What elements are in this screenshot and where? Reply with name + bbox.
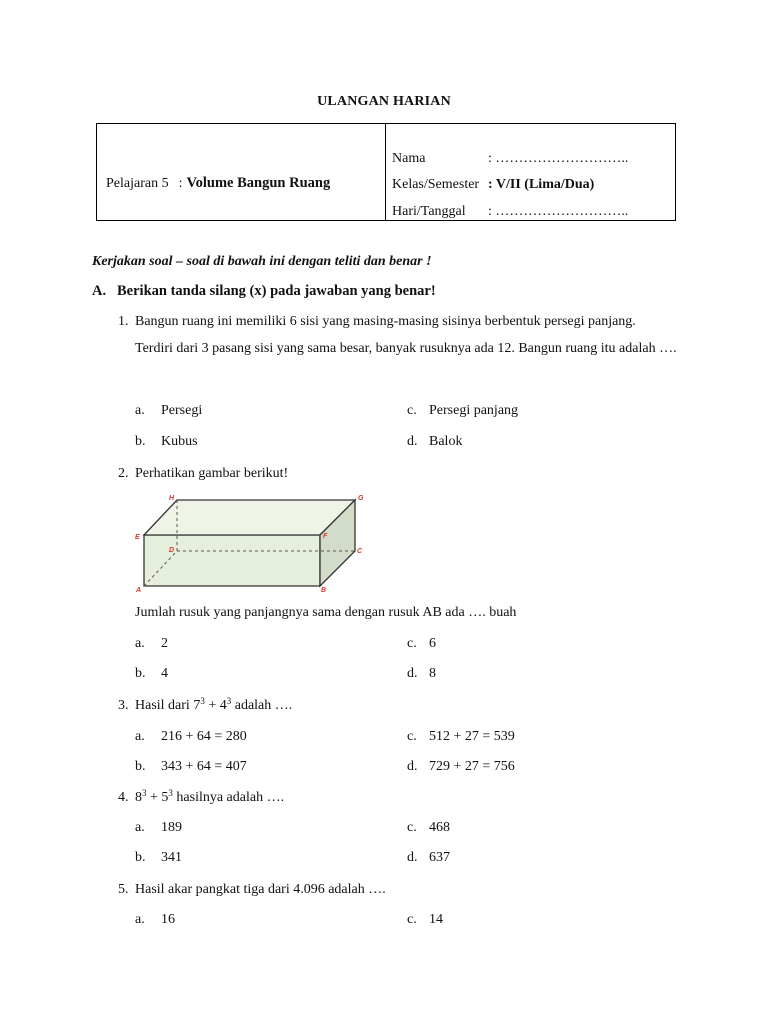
question-text: Hasil akar pangkat tiga dari 4.096 adalah ….: [135, 882, 386, 897]
subject-cell: [106, 175, 330, 192]
option-5a[interactable]: a. 16: [135, 912, 175, 927]
section-letter: A.: [92, 283, 107, 299]
question-1: [118, 309, 678, 335]
question-2-follow: Jumlah rusuk yang panjangnya sama dengan rusuk AB ada …. buah: [135, 605, 517, 620]
option-1c[interactable]: c. Persegi panjang: [407, 403, 519, 418]
table-divider: [385, 124, 386, 220]
question-1-continuation: Terdiri dari 3 pasang sisi yang sama besar, banyak rusuknya ada 12. Bangun ruang itu adalah ….: [135, 341, 677, 356]
option-4b[interactable]: b. 341: [135, 850, 182, 865]
name-row: [392, 151, 628, 167]
vertex-label-f: F: [323, 533, 328, 540]
date-value: : ………………………..: [488, 204, 629, 219]
question-number: 2.: [118, 466, 129, 481]
vertex-label-h: H: [169, 495, 175, 502]
option-1d[interactable]: d. Balok: [407, 434, 463, 449]
option-5c[interactable]: c. 14: [407, 912, 443, 927]
option-4a[interactable]: a. 189: [135, 820, 182, 835]
vertex-label-c: C: [357, 548, 363, 555]
date-label: Hari/Tanggal: [392, 204, 466, 219]
vertex-label-a: A: [136, 587, 142, 594]
subject-label: Pelajaran 5: [106, 176, 169, 191]
option-3c[interactable]: c. 512 + 27 = 539: [407, 729, 515, 744]
name-value: : ………………………..: [488, 151, 629, 166]
question-4: 4. $8^3 + 5^3$ hasilnya adalah ….: [118, 785, 678, 811]
page-title: ULANGAN HARIAN: [317, 94, 451, 109]
option-1a[interactable]: a. Persegi: [135, 403, 203, 418]
vertex-label-b: B: [321, 587, 327, 594]
option-2b[interactable]: b. 4: [135, 666, 168, 681]
option-3b[interactable]: b. 343 + 64 = 407: [135, 759, 247, 774]
subject-colon: :: [178, 176, 183, 191]
cuboid-top-face: [144, 500, 355, 535]
cuboid-figure: [134, 492, 370, 594]
option-2c[interactable]: c. 6: [407, 636, 436, 651]
question-5: [118, 877, 678, 903]
name-label: Nama: [392, 151, 426, 166]
header-table: [96, 123, 676, 221]
question-text: Bangun ruang ini memiliki 6 sisi yang masing-masing sisinya berbentuk persegi panjang.: [135, 314, 636, 329]
question-number: 4.: [118, 790, 129, 805]
question-text: Perhatikan gambar berikut!: [135, 466, 289, 481]
option-3d[interactable]: d. 729 + 27 = 756: [407, 759, 515, 774]
class-row: [392, 177, 594, 193]
option-2d[interactable]: d. 8: [407, 666, 436, 681]
option-2a[interactable]: a. 2: [135, 636, 168, 651]
class-label: Kelas/Semester: [392, 177, 480, 192]
vertex-label-d: D: [169, 547, 175, 554]
vertex-label-g: G: [358, 495, 364, 502]
section-a-heading: [92, 283, 436, 300]
question-number: 3.: [118, 698, 129, 713]
cuboid-front-face: [144, 535, 320, 586]
question-number: 5.: [118, 882, 129, 897]
instruction-text: Kerjakan soal – soal di bawah ini dengan teliti dan benar !: [92, 254, 432, 269]
class-value: : V/II (Lima/Dua): [488, 177, 595, 192]
vertex-label-e: E: [135, 534, 140, 541]
option-4d[interactable]: d. 637: [407, 850, 450, 865]
section-text: Berikan tanda silang (x) pada jawaban yang benar!: [117, 283, 436, 299]
option-4c[interactable]: c. 468: [407, 820, 450, 835]
date-row: [392, 204, 628, 220]
option-3a[interactable]: a. 216 + 64 = 280: [135, 729, 247, 744]
subject-value: Volume Bangun Ruang: [186, 175, 331, 191]
question-3: 3. Hasil dari $7^3 + 4^3$ adalah ….: [118, 693, 678, 719]
question-2: [118, 461, 678, 487]
option-1b[interactable]: b. Kubus: [135, 434, 198, 449]
question-number: 1.: [118, 314, 129, 329]
